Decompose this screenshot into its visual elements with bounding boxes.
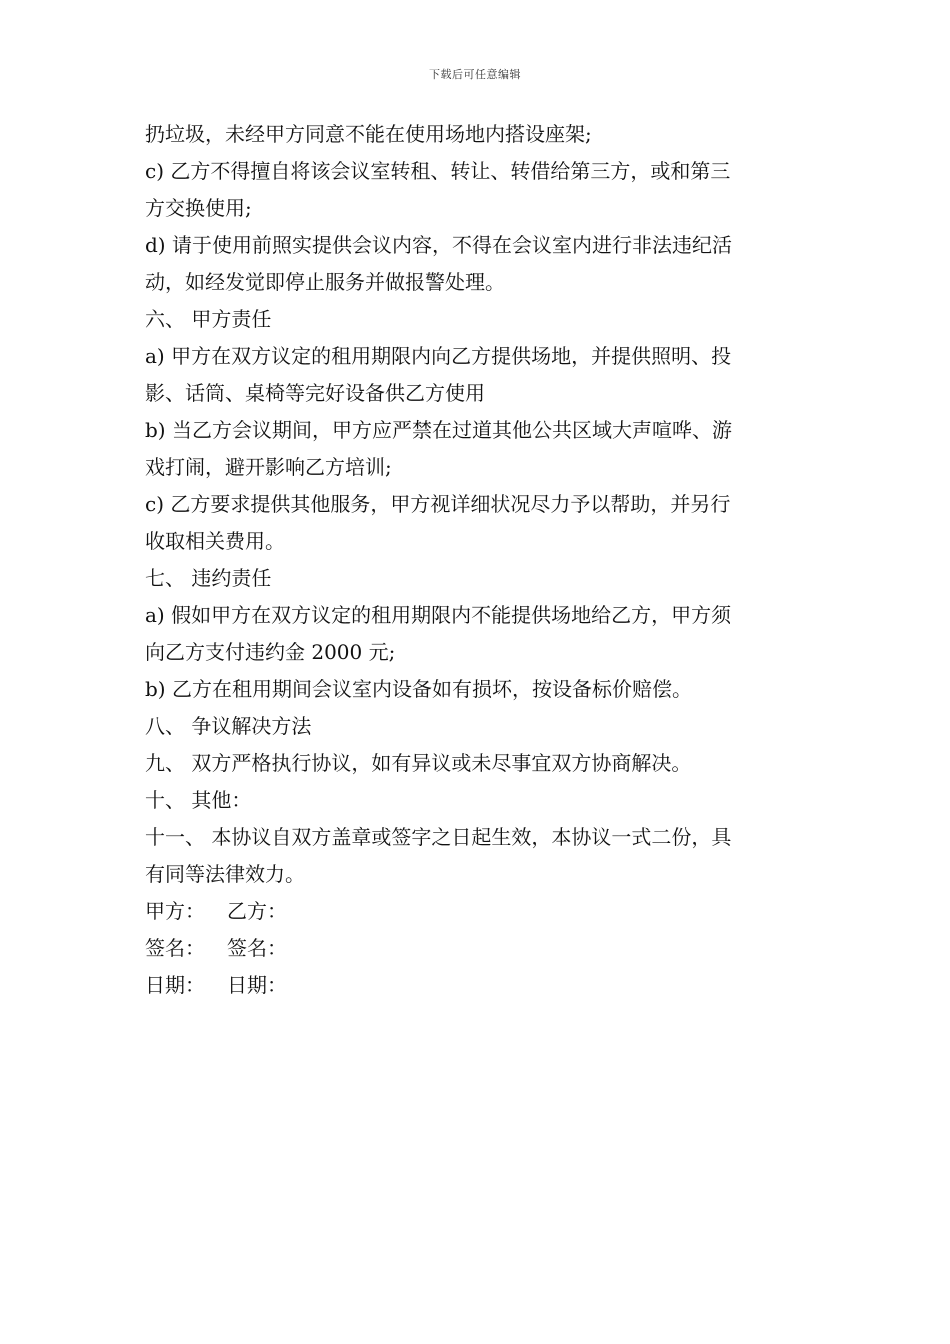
date-b-label: 日期： xyxy=(227,973,287,997)
document-line: c) 乙方要求提供其他服务，甲方视详细状况尽力予以帮助，并另行 xyxy=(145,492,731,516)
document-line: b) 乙方在租用期间会议室内设备如有损坏，按设备标价赔偿。 xyxy=(145,677,692,701)
signature-party-row xyxy=(145,893,809,930)
date-a-label: 日期： xyxy=(145,973,205,997)
sign-a-label: 签名： xyxy=(145,936,205,960)
document-body xyxy=(145,116,809,1004)
party-a-label: 甲方： xyxy=(145,899,205,923)
document-line: 方交换使用; xyxy=(145,196,252,220)
sign-b-label: 签名： xyxy=(227,936,287,960)
document-line: 扔垃圾，未经甲方同意不能在使用场地内搭设座架; xyxy=(145,122,592,146)
document-line: c) 乙方不得擅自将该会议室转租、转让、转借给第三方，或和第三 xyxy=(145,159,731,183)
document-line: a) 假如甲方在双方议定的租用期限内不能提供场地给乙方，甲方须 xyxy=(145,603,732,627)
signature-date-row xyxy=(145,967,809,1004)
section-heading: 六、 甲方责任 xyxy=(145,307,272,331)
section-heading: 七、 违约责任 xyxy=(145,566,272,590)
document-line: 影、话筒、桌椅等完好设备供乙方使用 xyxy=(145,381,485,405)
document-line: a) 甲方在双方议定的租用期限内向乙方提供场地，并提供照明、投 xyxy=(145,344,732,368)
document-line: 戏打闹，避开影响乙方培训; xyxy=(145,455,392,479)
page-header: 下载后可任意编辑 xyxy=(429,68,521,81)
document-line: b) 当乙方会议期间，甲方应严禁在过道其他公共区域大声喧哗、游 xyxy=(145,418,732,442)
section-heading: 八、 争议解决方法 xyxy=(145,714,312,738)
signature-name-row xyxy=(145,930,809,967)
section-heading: 九、 双方严格执行协议，如有异议或未尽事宜双方协商解决。 xyxy=(145,751,692,775)
document-line: 动，如经发觉即停止服务并做报警处理。 xyxy=(145,270,505,294)
section-heading: 十、 其他： xyxy=(145,788,252,812)
section-heading: 十一、 本协议自双方盖章或签字之日起生效，本协议一式二份，具 xyxy=(145,825,732,849)
document-line: 收取相关费用。 xyxy=(145,529,285,553)
document-line: d) 请于使用前照实提供会议内容，不得在会议室内进行非法违纪活 xyxy=(145,233,732,257)
document-line: 有同等法律效力。 xyxy=(145,862,305,886)
party-b-label: 乙方： xyxy=(227,899,287,923)
document-line: 向乙方支付违约金 2000 元; xyxy=(145,640,396,664)
